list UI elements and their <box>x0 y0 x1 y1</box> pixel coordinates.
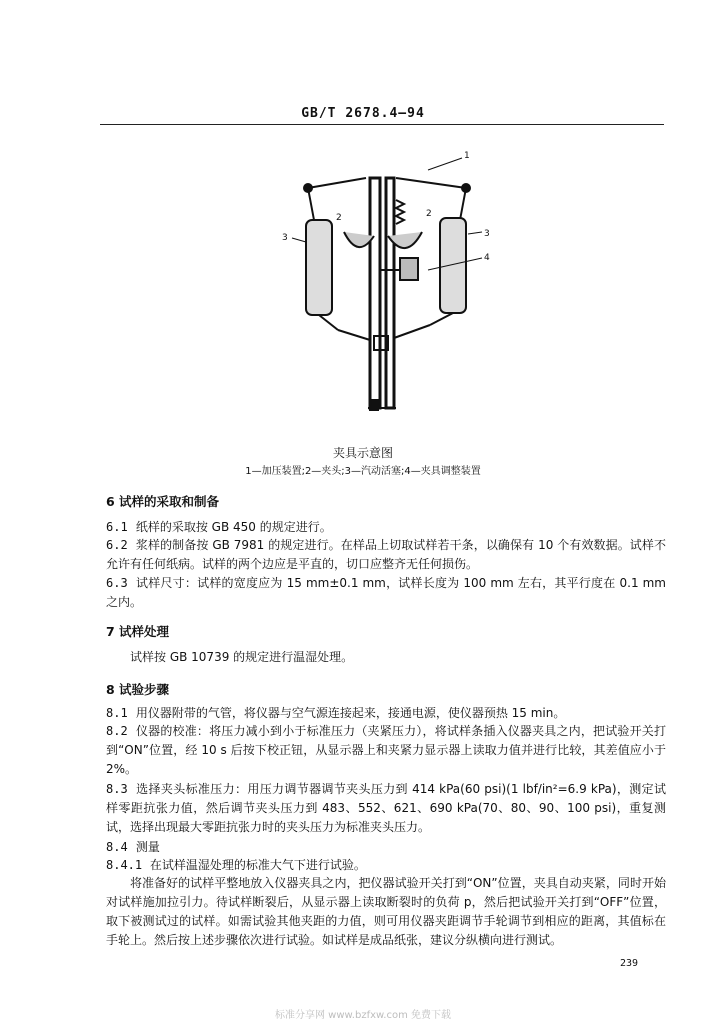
clause-text: 用仪器附带的气管，将仪器与空气源连接起来，接通电源，使仪器预热 15 min。 <box>135 706 566 720</box>
clause-text: 将准备好的试样平整地放入仪器夹具之内，把仪器试验开关打到“ON”位置，夹具自动夹紧，同时开始对试样施加拉引力。待试样断裂后，从显示器上读取断裂时的负荷 p，然后把试验开关打到“OFF”位置，取下被测试过的试样。如需试验其他夹距的力值，则可用仪器夹距调节手轮调节到相应的距离，其值标在手轮上。然后按上述步骤依次进行试验。如试样是成品纸张，建议分纵横向进行测试。 <box>106 876 666 947</box>
clause-text: 浆样的制备按 GB 7981 的规定进行。在样品上切取试样若干条，以确保有 10 个有效数据。试样不允许有任何纸病。试样的两个边应是平直的，切口应整齐无任何损伤。 <box>106 538 666 571</box>
clause-number: 6.1 <box>106 520 128 534</box>
clause-6-3 <box>106 574 666 612</box>
clause-7-body <box>106 648 666 667</box>
clause-number: 6.2 <box>106 538 128 552</box>
section-7-heading: 7 试样处理 <box>106 624 170 639</box>
standard-header: GB/T 2678.4—94 <box>301 106 425 121</box>
clause-text: 试样尺寸：试样的宽度应为 15 mm±0.1 mm，试样长度为 100 mm 左右，其平行度在 0.1 mm 之内。 <box>106 576 666 609</box>
fig-label-1: 1 <box>464 151 470 161</box>
clause-8-3 <box>106 780 666 837</box>
header-rule <box>100 124 664 125</box>
clause-text: 纸样的采取按 GB 450 的规定进行。 <box>135 520 332 534</box>
fig-label-2b: 2 <box>426 209 432 219</box>
clause-text: 测量 <box>135 840 160 854</box>
section-6-heading: 6 试样的采取和制备 <box>106 494 220 509</box>
fig-label-4: 4 <box>484 253 490 263</box>
clause-number: 8.4 <box>106 840 128 854</box>
fig-label-3a: 3 <box>282 233 288 243</box>
clause-number: 8.2 <box>106 724 128 738</box>
figure-legend: 1—加压装置;2—夹头;3—汽动活塞;4—夹具调整装置 <box>245 466 481 477</box>
clause-8-4 <box>106 838 666 857</box>
clause-8-2 <box>106 722 666 779</box>
clause-8-1 <box>106 704 666 723</box>
section-8-heading: 8 试验步骤 <box>106 682 170 697</box>
clause-6-1 <box>106 518 666 537</box>
clause-8-4-1-body <box>106 874 666 950</box>
fig-label-2a: 2 <box>336 213 342 223</box>
clause-6-2 <box>106 536 666 574</box>
clause-text: 在试样温湿处理的标准大气下进行试验。 <box>149 858 366 872</box>
clause-number: 6.3 <box>106 576 128 590</box>
clause-8-4-1 <box>106 856 666 875</box>
clause-number: 8.1 <box>106 706 128 720</box>
clause-text: 试样按 GB 10739 的规定进行温湿处理。 <box>130 650 354 664</box>
clause-number: 8.3 <box>106 782 128 796</box>
clause-text: 仪器的校准：将压力减小到小于标准压力（夹紧压力），将试样条插入仪器夹具之内，把试验开关打到“ON”位置，经 10 s 后按下校正钮，从显示器上和夹紧力显示器上读取力值并进行比较，其差值应小于 2%。 <box>106 724 666 776</box>
clamp-diagram <box>278 150 510 425</box>
clause-text: 选择夹头标准压力：用压力调节器调节夹头压力到 414 kPa(60 psi)(1 lbf/in²=6.9 kPa)，测定试样零距抗张力值，然后调节夹头压力到 483、552、621、690 kPa(70、80、90、100 psi)，重复测试，选择出现最大零距抗张力时的夹头压力为标准夹头压力。 <box>106 782 666 834</box>
watermark-footer: 标准分享网 www.bzfxw.com 免费下载 <box>275 1010 451 1021</box>
clause-number: 8.4.1 <box>106 858 143 872</box>
fig-label-3b: 3 <box>484 229 490 239</box>
page-number: 239 <box>620 958 639 969</box>
figure-title: 夹具示意图 <box>332 446 393 460</box>
